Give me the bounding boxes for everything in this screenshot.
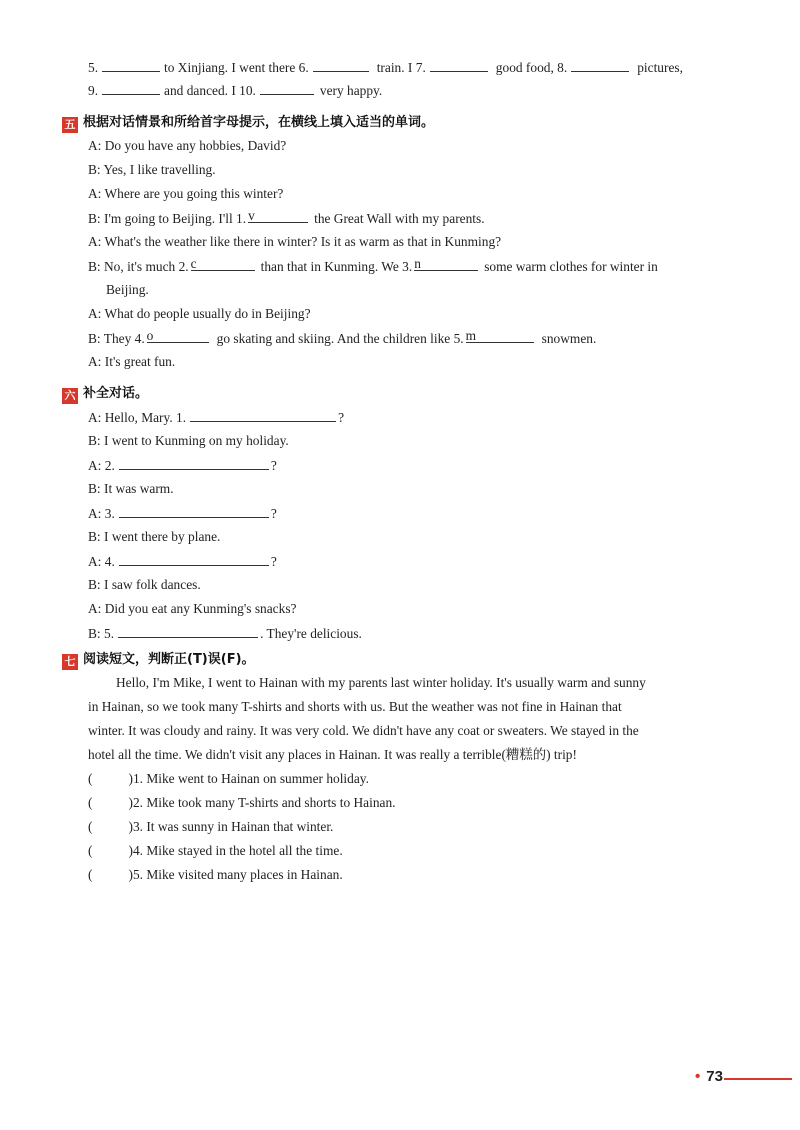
top-line-2: 9. and danced. I 10. very happy.: [88, 83, 383, 98]
s6-blank-3[interactable]: [119, 504, 269, 518]
s6-line-5: A: 3. ?: [88, 506, 277, 521]
tf-item[interactable]: ( )2. Mike took many T-shirts and shorts to Hainan.: [88, 795, 396, 810]
page-dot-icon: •: [695, 1068, 701, 1085]
s5-line-4: B: I'm going to Beijing. I'll 1. v the Great Wall with my parents.: [88, 208, 485, 226]
s6-line-8: B: I saw folk dances.: [88, 577, 201, 592]
section-7-title: 阅读短文，判断正(T)误(F)。: [83, 652, 255, 667]
s6-line-7: A: 4. ?: [88, 554, 277, 569]
page-number: • 73: [695, 1068, 723, 1085]
section-6-badge: 六: [62, 388, 78, 404]
s5-blank-3[interactable]: n: [414, 257, 478, 271]
tf-item[interactable]: ( )1. Mike went to Hainan on summer holiday.: [88, 771, 369, 786]
s6-blank-1[interactable]: [190, 408, 336, 422]
section-6-heading: [62, 385, 148, 403]
section-5-heading: [62, 114, 434, 132]
s6-line-2: B: I went to Kunming on my holiday.: [88, 433, 289, 448]
s7-para-line-3: winter. It was cloudy and rainy. It was very cold. We didn't have any coat or sweaters. We stayed in the: [88, 723, 639, 738]
section-5-title: 根据对话情景和所给首字母提示，在横线上填入适当的单词。: [83, 115, 435, 130]
s6-blank-5[interactable]: [118, 624, 258, 638]
section-5-badge: 五: [62, 117, 78, 133]
s7-para-line-2: in Hainan, so we took many T-shirts and shorts with us. But the weather was not fine in Hainan that: [88, 699, 622, 714]
s6-line-10: B: 5. . They're delicious.: [88, 626, 362, 641]
s7-para-line-4: hotel all the time. We didn't visit any places in Hainan. It was really a terrible(糟糕的) trip!: [88, 747, 577, 762]
s5-blank-1[interactable]: v: [248, 209, 308, 223]
blank-8[interactable]: [571, 58, 629, 72]
s6-blank-2[interactable]: [119, 456, 269, 470]
s6-line-4: B: It was warm.: [88, 481, 174, 496]
section-7-heading: [62, 651, 255, 669]
s6-blank-4[interactable]: [119, 552, 269, 566]
s6-line-9: A: Did you eat any Kunming's snacks?: [88, 601, 297, 616]
s5-line-6b: Beijing.: [106, 282, 149, 297]
section-6-title: 补全对话。: [83, 386, 149, 401]
blank-10[interactable]: [260, 81, 314, 95]
s6-line-6: B: I went there by plane.: [88, 529, 221, 544]
s5-blank-4[interactable]: o: [147, 329, 209, 343]
blank-5[interactable]: [102, 58, 160, 72]
s5-line-6: B: No, it's much 2. c than that in Kunming. We 3. n some warm clothes for winter in: [88, 256, 658, 274]
s5-line-3: A: Where are you going this winter?: [88, 186, 284, 201]
section-7-badge: 七: [62, 654, 78, 670]
blank-6[interactable]: [313, 58, 369, 72]
s6-line-1: A: Hello, Mary. 1. ?: [88, 410, 345, 425]
s5-line-1: A: Do you have any hobbies, David?: [88, 138, 287, 153]
s7-para-line-1: Hello, I'm Mike, I went to Hainan with my parents last winter holiday. It's usually warm and sunny: [116, 675, 646, 690]
s5-line-5: A: What's the weather like there in winter? Is it as warm as that in Kunming?: [88, 234, 502, 249]
s6-line-3: A: 2. ?: [88, 458, 277, 473]
s5-blank-5[interactable]: m: [466, 329, 534, 343]
s5-line-2: B: Yes, I like travelling.: [88, 162, 216, 177]
s5-line-9: A: It's great fun.: [88, 354, 176, 369]
page-number-rule: [724, 1078, 792, 1080]
tf-item[interactable]: ( )4. Mike stayed in the hotel all the time.: [88, 843, 343, 858]
s5-line-8: B: They 4. o go skating and skiing. And the children like 5. m snowmen.: [88, 328, 597, 346]
tf-item[interactable]: ( )5. Mike visited many places in Hainan.: [88, 867, 343, 882]
blank-9[interactable]: [102, 81, 160, 95]
tf-item[interactable]: ( )3. It was sunny in Hainan that winter.: [88, 819, 334, 834]
top-line-1: 5. to Xinjiang. I went there 6. train. I 7. good food, 8. pictures,: [88, 60, 683, 75]
s5-line-7: A: What do people usually do in Beijing?: [88, 306, 311, 321]
s5-blank-2[interactable]: c: [191, 257, 255, 271]
blank-7[interactable]: [430, 58, 488, 72]
